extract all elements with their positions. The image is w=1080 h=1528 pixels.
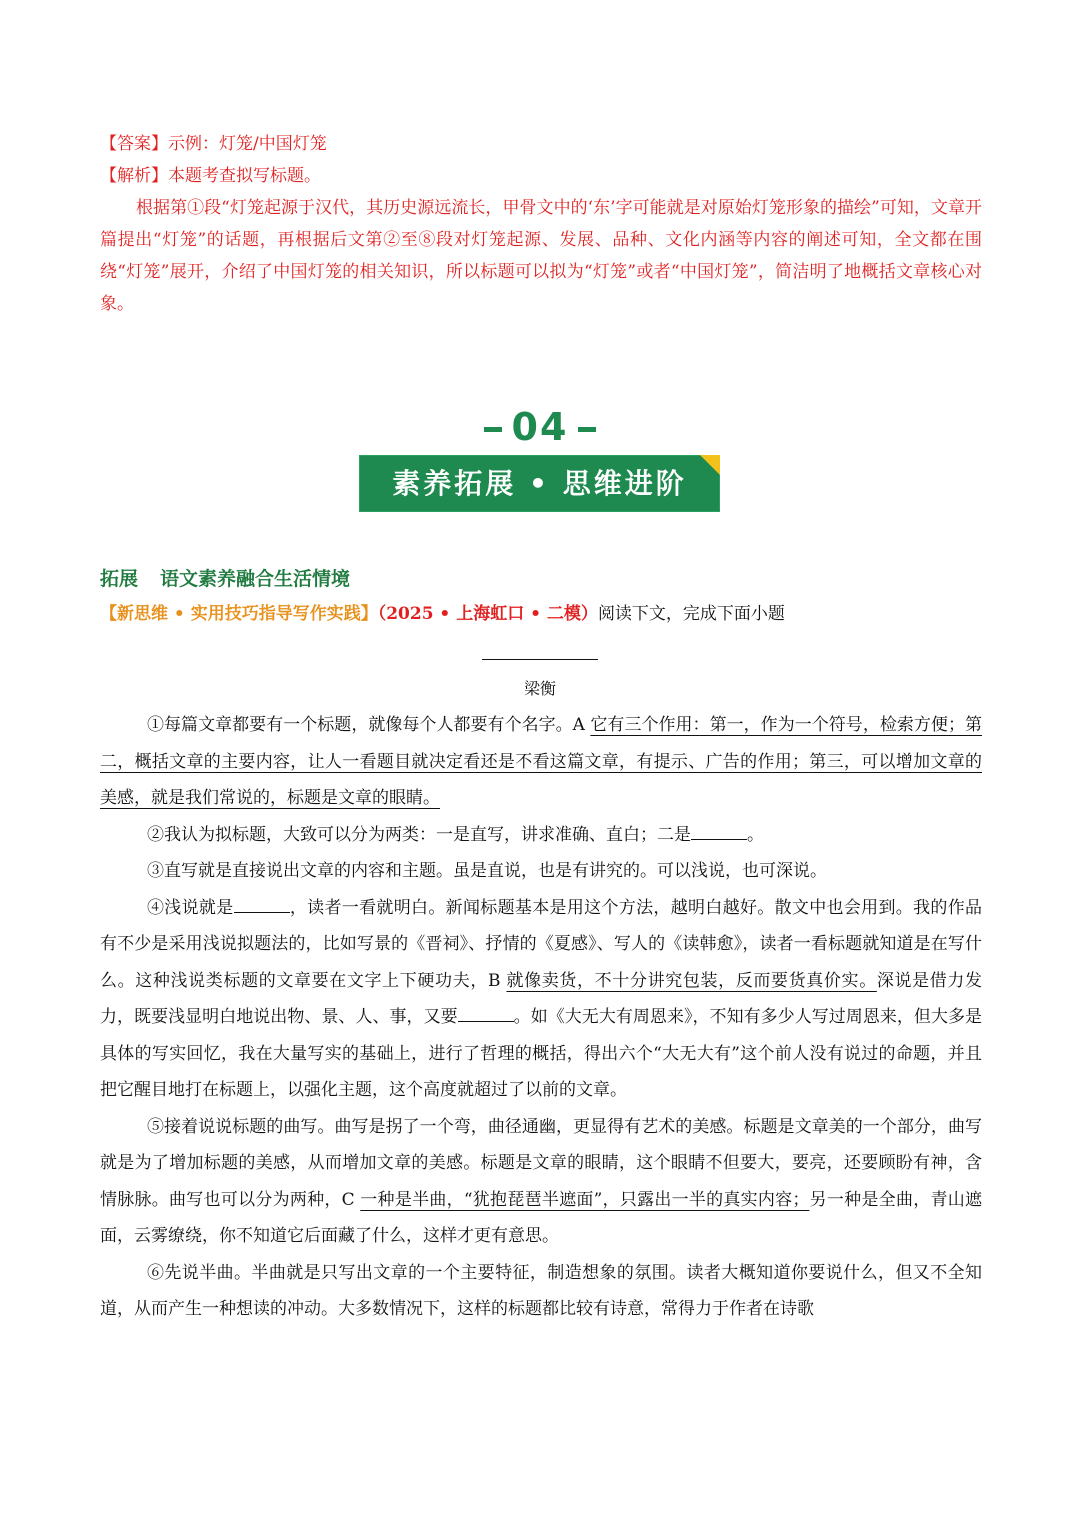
p4-deep: 深说是借力发力，既要浅显明白地说出物、景、人、事，又要	[100, 970, 983, 1027]
p5-underlined-c: 一种是半曲，“犹抱琵琶半遮面”，只露出一半的真实内容；	[360, 1189, 810, 1210]
analysis-text: 本题考查拟写标题。	[168, 166, 321, 186]
p2-text: ②我认为拟标题，大致可以分为两类：一是直写，讲求准确、直白；二是	[147, 824, 691, 845]
fill-blank-2	[234, 898, 290, 913]
p2-end: 。	[747, 824, 764, 845]
section-dash-right	[578, 427, 596, 432]
answer-line	[100, 128, 982, 160]
paragraph-1	[100, 707, 982, 817]
paragraph-2	[100, 817, 982, 854]
p4-text: ，读者一看就明白。新闻标题基本是用这个方法，越明白越好。散文中也会用到。我的作品有不少是采用浅说拟题法的，比如写景的《晋祠》、抒情的《夏感》、写人的《读韩愈》，读者一看标题就知道是在写什么。这种浅说类标题的文章要在文字上下硬功夫，B	[100, 897, 983, 991]
answer-analysis-block	[100, 128, 982, 320]
article-body	[100, 707, 982, 1328]
answer-label: 【答案】	[100, 134, 168, 154]
question-instruction: 阅读下文，完成下面小题	[597, 604, 785, 624]
extension-heading	[100, 564, 350, 591]
analysis-label: 【解析】	[100, 166, 168, 186]
p1-text: ①每篇文章都要有一个标题，就像每个人都要有个名字。A	[147, 715, 591, 735]
extension-label: 拓展	[100, 568, 139, 590]
p4-underlined-b: 就像卖货，不十分讲究包装，反而要货真价实。	[506, 970, 877, 991]
p1-underlined-a: 它有三个作用：第一，作为一个符号，检索方便；第二，概括文章的主要内容，让人一看题目就决定看还是不看这篇文章，有提示、广告的作用；第三，可以增加文章的美感，就是我们常说的，标题是文章的眼睛。	[100, 715, 982, 808]
paragraph-6: ⑥先说半曲。半曲就是只写出文章的一个主要特征，制造想象的氛围。读者大概知道你要说什么，但又不全知道，从而产生一种想读的冲动。大多数情况下，这样的标题都比较有诗意，常得力于作者在诗歌	[100, 1262, 982, 1319]
p5-end: 另一种是全曲，青山遮面，云雾缭绕，你不知道它后面藏了什么，这样才更有意思。	[100, 1189, 982, 1246]
p4-start: ④浅说就是	[147, 897, 234, 918]
analysis-paragraph: 根据第①段“灯笼起源于汉代，其历史源远流长，甲骨文中的‘东’字可能就是对原始灯笼形象的描绘”可知，文章开篇提出“灯笼”的话题，再根据后文第②至⑧段对灯笼起源、发展、品种、文化内涵等内容的阐述可知，全文都在围绕“灯笼”展开，介绍了中国灯笼的相关知识，所以标题可以拟为“灯笼”或者“中国灯笼”，简洁明了地概括文章核心对象。	[100, 198, 982, 314]
section-banner	[359, 455, 720, 512]
section-number	[0, 405, 1080, 449]
question-source-line	[100, 599, 785, 629]
section-number-text: 04	[511, 405, 569, 449]
paragraph-5	[100, 1109, 982, 1255]
fill-blank-3	[458, 1007, 514, 1022]
p4-end: 。如《大无大有周恩来》，不知有多少人写过周恩来，但大多是具体的写实回忆，我在大量写实的基础上，进行了哲理的概括，得出六个“大无大有”这个前人没有说过的命题，并且把它醒目地打在标题上，以强化主题，这个高度就超过了以前的文章。	[100, 1007, 983, 1100]
article-author: 梁衡	[523, 679, 556, 698]
p5-text: ⑤接着说说标题的曲写。曲写是拐了一个弯，曲径通幽，更显得有艺术的美感。标题是文章美的一个部分，曲写就是为了增加标题的美感，从而增加文章的美感。标题是文章的眼睛，这个眼睛不但要大，要亮，还要顾盼有神，含情脉脉。曲写也可以分为两种，C	[100, 1116, 982, 1210]
article-title-blank	[482, 659, 598, 660]
answer-text: 示例：灯笼/中国灯笼	[168, 134, 327, 154]
question-source: （2025 • 上海虹口 • 二模）	[377, 604, 598, 624]
section-banner-text: 素养拓展 • 思维进阶	[392, 467, 687, 500]
paragraph-4	[100, 890, 982, 1109]
fill-blank-1	[691, 825, 747, 840]
banner-corner-decoration	[700, 455, 720, 475]
analysis-line	[100, 160, 982, 192]
section-dash-left	[484, 427, 502, 432]
paragraph-3: ③直写就是直接说出文章的内容和主题。虽是直说，也是有讲究的。可以浅说，也可深说。	[147, 861, 827, 881]
question-tag: 【新思维 • 实用技巧指导写作实践】	[100, 604, 378, 624]
extension-title: 语文素养融合生活情境	[160, 568, 351, 590]
